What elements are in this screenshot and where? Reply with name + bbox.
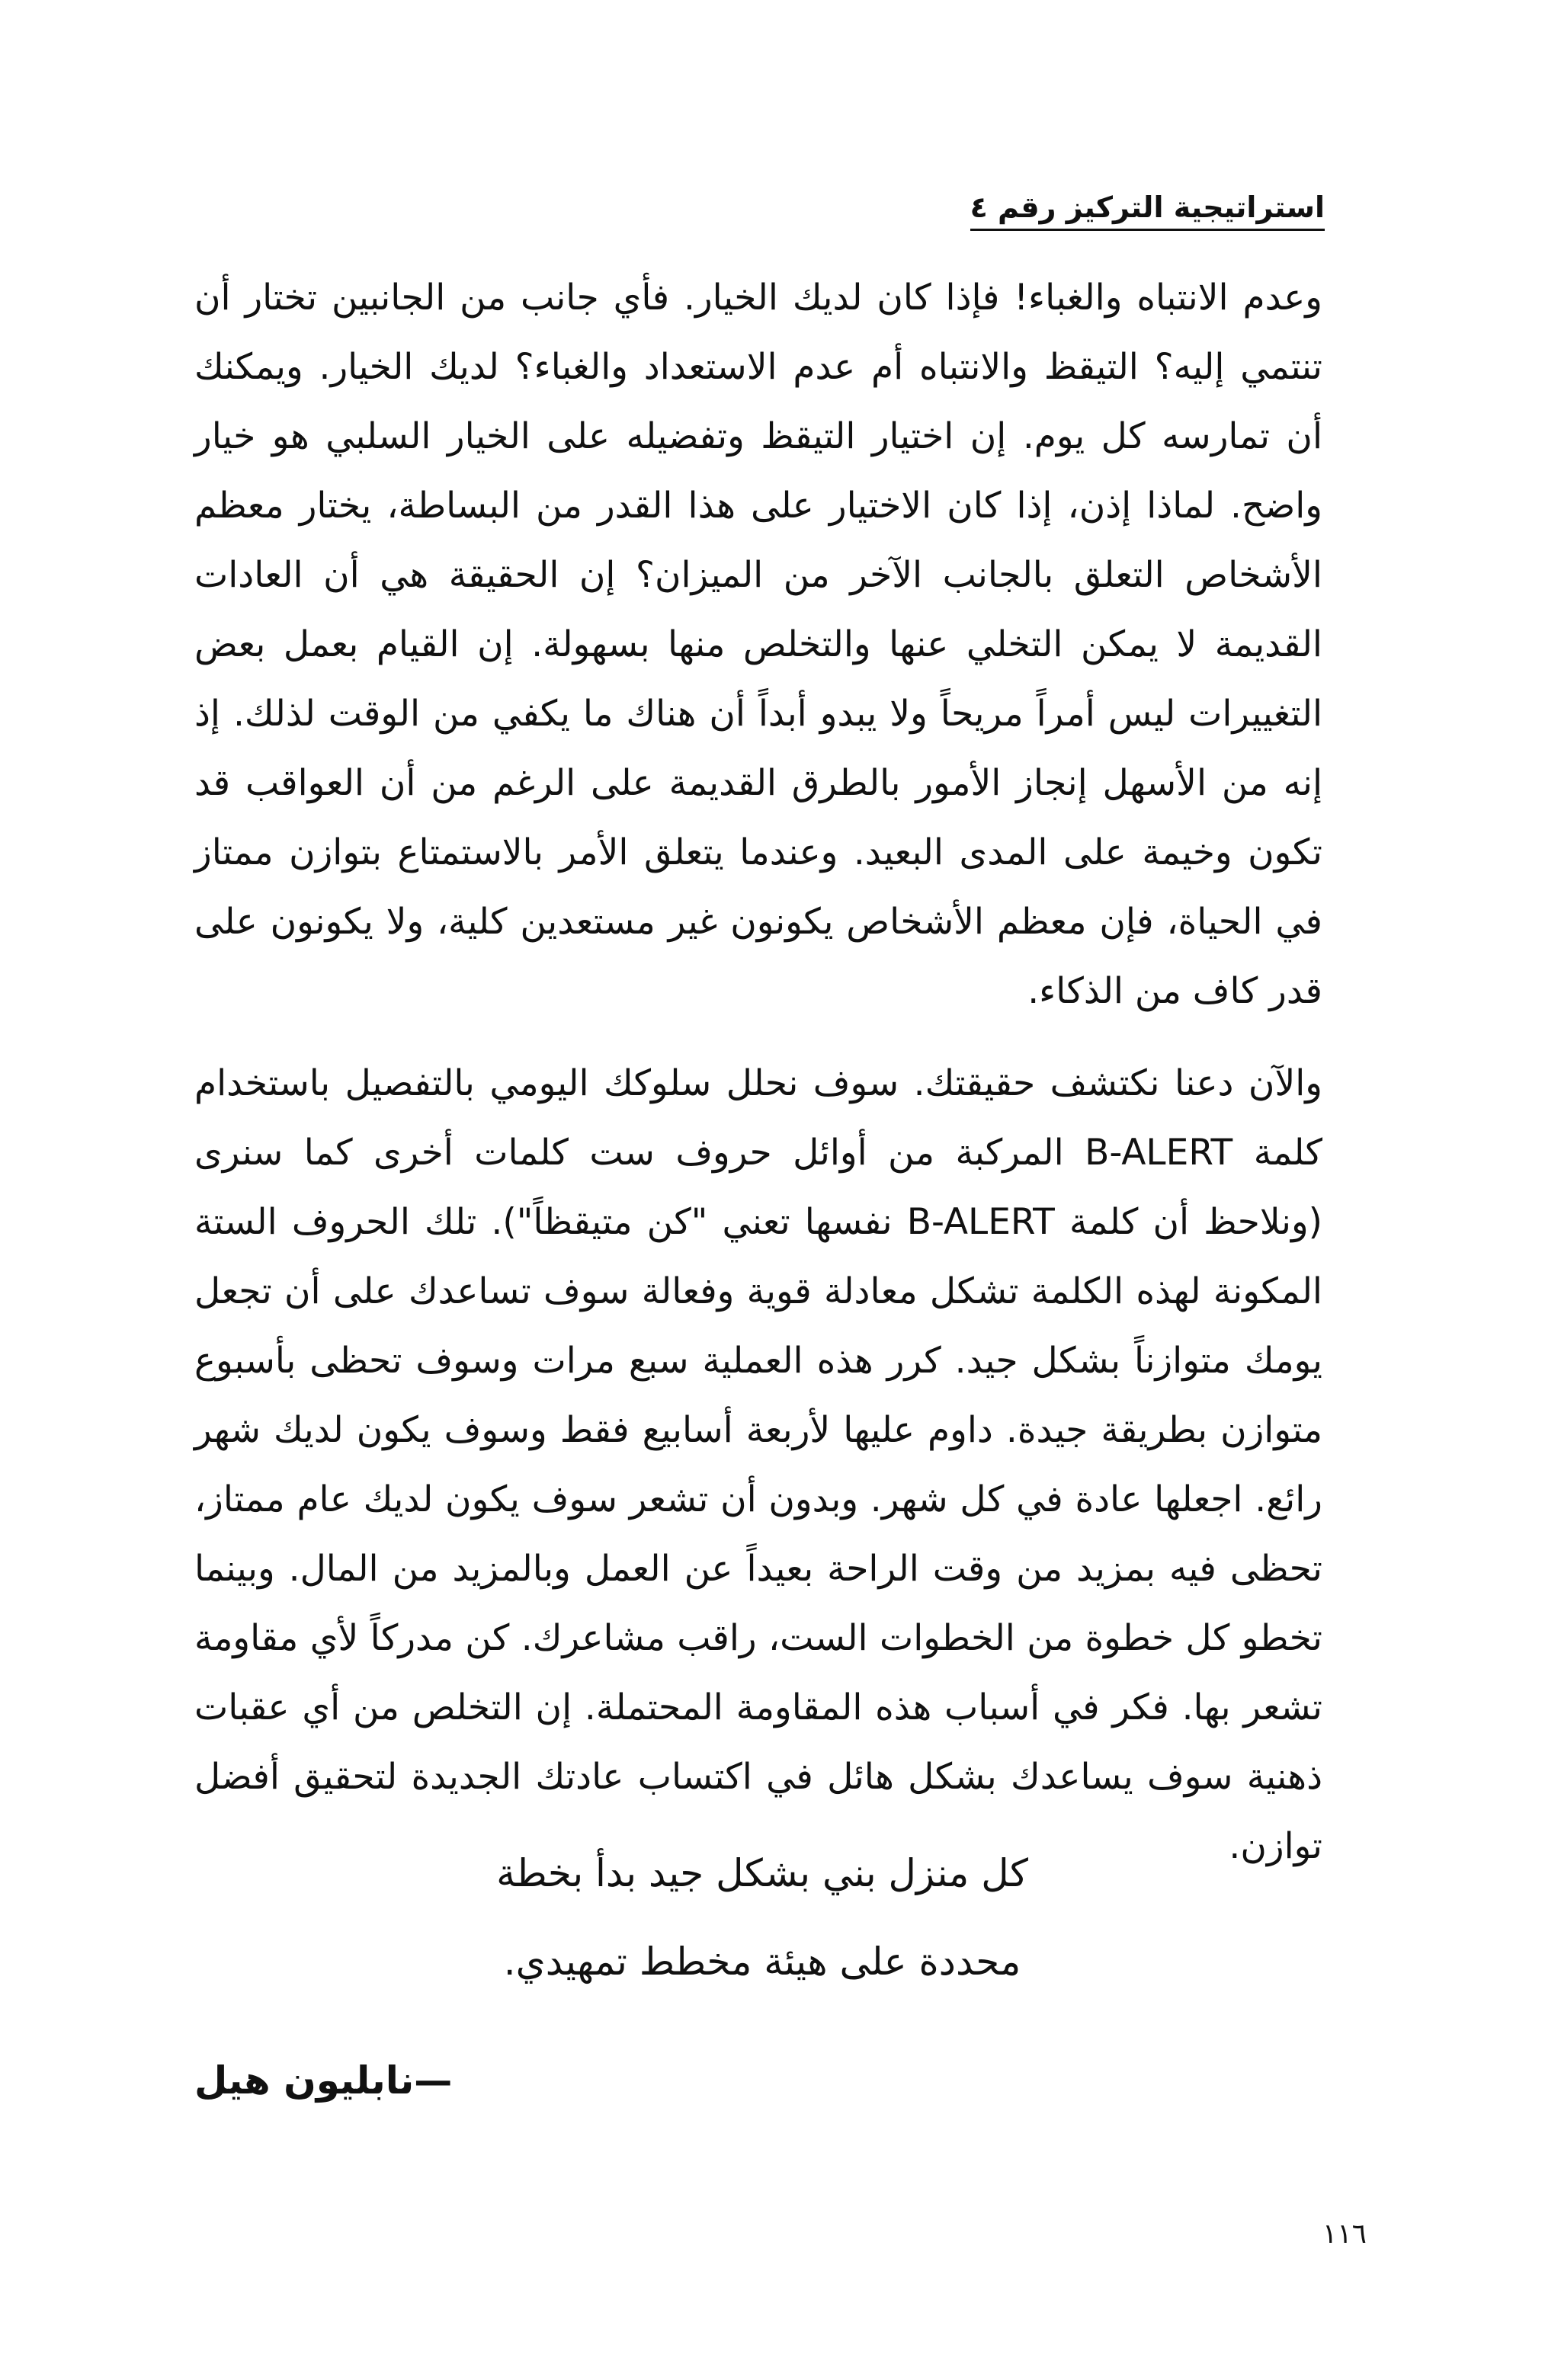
page-number: ١١٦ — [1322, 2218, 1367, 2250]
running-header: استراتيجية التركيز رقم ٤ — [970, 191, 1325, 231]
quote-line-2: محددة على هيئة مخطط تمهيدي. — [503, 1940, 1021, 1984]
paragraph-2: والآن دعنا نكتشف حقيقتك. سوف نحلل سلوكك اليومي بالتفصيل باستخدام كلمة B-ALERT المركبة من أوائل حروف ست كلمات أخرى كما سنرى (ونلاحظ أن كلمة B-ALERT نفسها تعني "كن متيقظاً"). تلك الحروف الستة المكونة لهذه الكلمة تشكل معادلة قوية وفعالة سوف تساعدك على أن تجعل يومك متوازناً بشكل جيد. كرر هذه العملية سبع مرات وسوف تحظى بأسبوع متوازن بطريقة جيدة. داوم عليها لأربعة أسابيع فقط وسوف يكون لديك شهر رائع. اجعلها عادة في كل شهر. وبدون أن تشعر سوف يكون لديك عام ممتاز، تحظى فيه بمزيد من وقت الراحة بعيداً عن العمل وبالمزيد من المال. وبينما تخطو كل خطوة من الخطوات الست، راقب مشاعرك. كن مدركاً لأي مقاومة تشعر بها. فكر في أسباب هذه المقاومة المحتملة. إن التخلص من أي عقبات ذهنية سوف يساعدك بشكل هائل في اكتساب عادتك الجديدة لتحقيق أفضل توازن. — [194, 1062, 1322, 1867]
paragraph-1: وعدم الانتباه والغباء! فإذا كان لديك الخيار. فأي جانب من الجانبين تختار أن تنتمي إليه؟ التيقظ والانتباه أم عدم الاستعداد والغباء؟ لديك الخيار. ويمكنك أن تمارسه كل يوم. إن اختيار التيقظ وتفضيله على الخيار السلبي هو خيار واضح. لماذا إذن، إذا كان الاختيار على هذا القدر من البساطة، يختار معظم الأشخاص التعلق بالجانب الآخر من الميزان؟ إن الحقيقة هي أن العادات القديمة لا يمكن التخلي عنها والتخلص منها بسهولة. إن القيام بعمل بعض التغييرات ليس أمراً مريحاً ولا يبدو أبداً أن هناك ما يكفي من الوقت لذلك. إذ إنه من الأسهل إنجاز الأمور بالطرق القديمة على الرغم من أن العواقب قد تكون وخيمة على المدى البعيد. وعندما يتعلق الأمر بالاستمتاع بتوازن ممتاز في الحياة، فإن معظم الأشخاص يكونون غير مستعدين كلية، ولا يكونون على قدر كاف من الذكاء. — [194, 277, 1322, 1012]
quote-block — [427, 1829, 1098, 2006]
body-text — [194, 263, 1322, 1881]
quote-attribution: —نابليون هيل — [194, 2058, 453, 2103]
quote-line-1: كل منزل بني بشكل جيد بدأ بخطة — [496, 1851, 1028, 1895]
